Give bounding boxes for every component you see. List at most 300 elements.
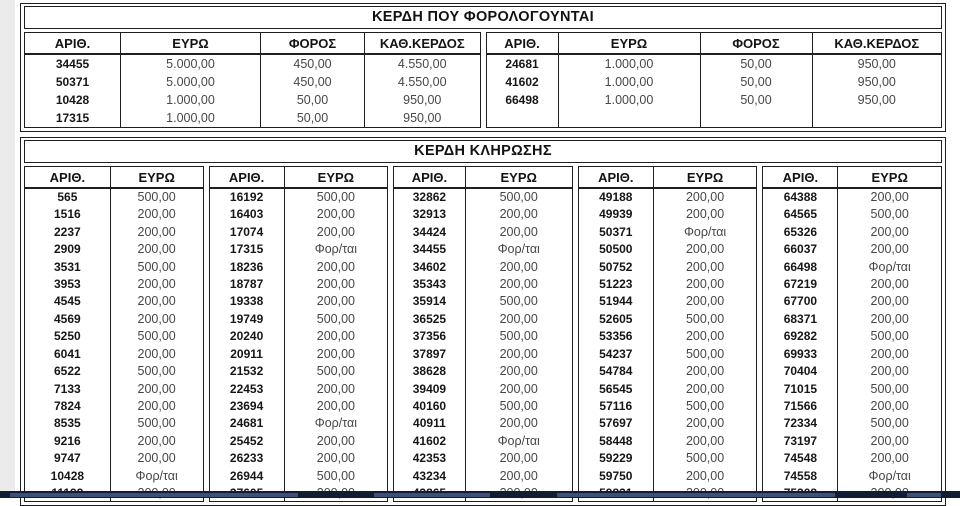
table-row bbox=[486, 72, 942, 90]
ticket-number-cell: 10428 bbox=[25, 467, 111, 484]
ticket-number-cell: 26944 bbox=[209, 467, 284, 484]
amount-cell: 200,00 bbox=[316, 207, 355, 222]
ticket-number-cell: 52605 bbox=[578, 310, 653, 327]
ticket-number-cell: 39409 bbox=[394, 380, 465, 397]
table-row bbox=[209, 415, 388, 432]
amount-cell: 200,00 bbox=[316, 346, 355, 361]
table-row bbox=[209, 293, 388, 310]
amount-cell: 200,00 bbox=[870, 433, 909, 448]
ticket-number-cell: 73197 bbox=[763, 432, 838, 449]
ticket-number-cell: 40911 bbox=[394, 415, 465, 432]
amount-cell: 200,00 bbox=[316, 259, 355, 274]
draw-winnings-subtable-4 bbox=[578, 166, 758, 502]
ticket-number-cell: 34455 bbox=[394, 240, 465, 257]
ticket-number-cell: 565 bbox=[25, 188, 111, 205]
amount-cell: 200,00 bbox=[499, 468, 538, 483]
amount-cell: 200,00 bbox=[137, 451, 176, 466]
amount-cell: 1.000,00 bbox=[121, 109, 261, 127]
ticket-number-cell: 7824 bbox=[25, 397, 111, 414]
amount-cell: 200,00 bbox=[137, 224, 176, 239]
amount-cell: 950,00 bbox=[857, 74, 896, 89]
table-row bbox=[25, 275, 204, 292]
table-row bbox=[578, 345, 757, 362]
table-row bbox=[25, 310, 204, 327]
amount-cell: 500,00 bbox=[499, 329, 538, 344]
table-row bbox=[763, 328, 942, 345]
ticket-number-cell: 34424 bbox=[394, 223, 465, 240]
column-header: ΦΟΡΟΣ bbox=[700, 33, 812, 55]
draw-winnings-subtable-2 bbox=[209, 166, 389, 502]
amount-cell: 950,00 bbox=[857, 56, 896, 71]
amount-cell: 200,00 bbox=[137, 311, 176, 326]
amount-cell: 200,00 bbox=[870, 399, 909, 414]
column-header: ΑΡΙΘ. bbox=[394, 167, 465, 189]
table-row bbox=[394, 450, 573, 467]
ticket-number-cell: 25452 bbox=[209, 432, 284, 449]
taxed-winnings-title: ΚΕΡΔΗ ΠΟΥ ΦΟΡΟΛΟΓΟΥΝΤΑΙ bbox=[24, 6, 942, 29]
table-row bbox=[763, 258, 942, 275]
ticket-number-cell: 41602 bbox=[486, 72, 558, 90]
amount-cell: 500,00 bbox=[316, 311, 355, 326]
amount-cell: Φορ/ται bbox=[314, 416, 358, 431]
table-row bbox=[209, 206, 388, 223]
draw-winnings-title: ΚΕΡΔΗ ΚΛΗΡΩΣΗΣ bbox=[24, 140, 942, 163]
table-row bbox=[394, 362, 573, 379]
table-row bbox=[763, 397, 942, 414]
amount-cell: 50,00 bbox=[700, 72, 812, 90]
ticket-number-cell: 54237 bbox=[578, 345, 653, 362]
column-header: ΕΥΡΩ bbox=[121, 33, 261, 55]
header-row bbox=[25, 33, 481, 55]
amount-cell: 500,00 bbox=[137, 416, 176, 431]
next-page-edge-segment bbox=[374, 493, 489, 497]
table-row bbox=[394, 258, 573, 275]
amount-cell: Φορ/ται bbox=[868, 468, 911, 483]
table-row bbox=[486, 109, 942, 127]
ticket-number-cell: 37356 bbox=[394, 328, 465, 345]
amount-cell: 500,00 bbox=[137, 329, 176, 344]
ticket-number-cell: 2909 bbox=[25, 240, 111, 257]
ticket-number-cell: 68371 bbox=[763, 310, 838, 327]
ticket-number-cell: 70404 bbox=[763, 362, 838, 379]
ticket-number-cell: 67219 bbox=[763, 275, 838, 292]
amount-cell: 200,00 bbox=[870, 451, 909, 466]
table-row bbox=[763, 380, 942, 397]
amount-cell: 500,00 bbox=[870, 381, 909, 396]
amount-cell: 200,00 bbox=[316, 224, 355, 239]
table-row bbox=[209, 188, 388, 205]
ticket-number-cell: 24681 bbox=[209, 415, 284, 432]
ticket-number-cell: 17074 bbox=[209, 223, 284, 240]
ticket-number-cell: 20240 bbox=[209, 328, 284, 345]
ticket-number-cell: 67700 bbox=[763, 293, 838, 310]
column-header: ΑΡΙΘ. bbox=[578, 167, 653, 189]
amount-cell: 500,00 bbox=[499, 294, 538, 309]
amount-cell: 500,00 bbox=[870, 207, 909, 222]
ticket-number-cell: 50500 bbox=[578, 240, 653, 257]
next-page-edge-segment bbox=[907, 493, 941, 497]
amount-cell: 50,00 bbox=[700, 54, 812, 72]
header-row bbox=[763, 167, 942, 189]
ticket-number-cell: 74558 bbox=[763, 467, 838, 484]
column-header: ΑΡΙΘ. bbox=[25, 167, 111, 189]
ticket-number-cell: 35343 bbox=[394, 275, 465, 292]
taxed-winnings-block bbox=[20, 3, 946, 132]
amount-cell: 200,00 bbox=[137, 242, 176, 257]
table-row bbox=[209, 223, 388, 240]
table-row bbox=[209, 345, 388, 362]
ticket-number-cell: 4569 bbox=[25, 310, 111, 327]
ticket-number-cell: 6522 bbox=[25, 362, 111, 379]
table-row bbox=[25, 467, 204, 484]
amount-cell: 200,00 bbox=[685, 468, 725, 483]
table-row bbox=[578, 223, 757, 240]
header-row bbox=[209, 167, 388, 189]
draw-winnings-subtable-1 bbox=[24, 166, 204, 502]
table-row bbox=[209, 240, 388, 257]
taxed-winnings-subtable-right bbox=[486, 32, 943, 128]
ticket-number-cell: 71015 bbox=[763, 380, 838, 397]
ticket-number-cell: 49188 bbox=[578, 188, 653, 205]
ticket-number-cell: 66037 bbox=[763, 240, 838, 257]
amount-cell: 200,00 bbox=[316, 294, 355, 309]
amount-cell: 950,00 bbox=[403, 92, 442, 107]
amount-cell: 50,00 bbox=[700, 91, 812, 109]
table-row bbox=[578, 258, 757, 275]
amount-cell: 200,00 bbox=[316, 433, 355, 448]
amount-cell: 200,00 bbox=[499, 451, 538, 466]
amount-cell: 200,00 bbox=[137, 276, 176, 291]
amount-cell: 200,00 bbox=[685, 416, 725, 431]
table-row bbox=[763, 345, 942, 362]
amount-cell: 200,00 bbox=[685, 433, 725, 448]
table-row bbox=[25, 109, 481, 127]
table-row bbox=[578, 206, 757, 223]
column-header: ΑΡΙΘ. bbox=[763, 167, 838, 189]
ticket-number-cell: 18236 bbox=[209, 258, 284, 275]
ticket-number-cell: 54784 bbox=[578, 362, 653, 379]
amount-cell: 500,00 bbox=[137, 364, 176, 379]
amount-cell: 4.550,00 bbox=[397, 74, 447, 89]
amount-cell: 200,00 bbox=[685, 259, 725, 274]
amount-cell: Φορ/ται bbox=[683, 224, 727, 239]
amount-cell bbox=[700, 109, 812, 127]
ticket-number-cell: 74548 bbox=[763, 450, 838, 467]
amount-cell: 200,00 bbox=[685, 207, 725, 222]
table-row bbox=[763, 362, 942, 379]
header-row bbox=[578, 167, 757, 189]
column-header: ΑΡΙΘ. bbox=[209, 167, 284, 189]
table-row bbox=[394, 328, 573, 345]
ticket-number-cell: 34455 bbox=[25, 54, 121, 72]
table-row bbox=[25, 91, 481, 109]
amount-cell: 200,00 bbox=[499, 224, 538, 239]
ticket-number-cell: 17315 bbox=[209, 240, 284, 257]
table-row bbox=[763, 188, 942, 205]
ticket-number-cell: 26233 bbox=[209, 450, 284, 467]
table-row bbox=[763, 467, 942, 484]
amount-cell: 950,00 bbox=[857, 92, 896, 107]
table-row bbox=[209, 258, 388, 275]
table-row bbox=[394, 467, 573, 484]
amount-cell: 200,00 bbox=[137, 399, 176, 414]
amount-cell: 450,00 bbox=[261, 54, 365, 72]
ticket-number-cell: 34602 bbox=[394, 258, 465, 275]
column-header: ΕΥΡΩ bbox=[110, 167, 203, 189]
amount-cell: 200,00 bbox=[870, 311, 909, 326]
draw-winnings-sections bbox=[24, 166, 942, 502]
table-row bbox=[25, 293, 204, 310]
ticket-number-cell: 49939 bbox=[578, 206, 653, 223]
table-row bbox=[209, 397, 388, 414]
ticket-number-cell: 19749 bbox=[209, 310, 284, 327]
amount-cell: 5.000,00 bbox=[121, 72, 261, 90]
table-row bbox=[578, 275, 757, 292]
amount-cell: 500,00 bbox=[870, 329, 909, 344]
column-header: ΚΑΘ.ΚΕΡΔΟΣ bbox=[365, 33, 481, 55]
column-header: ΕΥΡΩ bbox=[653, 167, 757, 189]
column-header: ΕΥΡΩ bbox=[838, 167, 942, 189]
column-header: ΕΥΡΩ bbox=[558, 33, 700, 55]
ticket-number-cell: 9216 bbox=[25, 432, 111, 449]
amount-cell: 950,00 bbox=[403, 111, 442, 126]
amount-cell: 500,00 bbox=[499, 190, 538, 205]
ticket-number-cell: 4545 bbox=[25, 293, 111, 310]
table-row bbox=[763, 450, 942, 467]
ticket-number-cell: 3531 bbox=[25, 258, 111, 275]
amount-cell: 500,00 bbox=[316, 468, 355, 483]
table-row bbox=[486, 91, 942, 109]
table-row bbox=[394, 380, 573, 397]
amount-cell: 500,00 bbox=[316, 364, 355, 379]
table-row bbox=[25, 240, 204, 257]
ticket-number-cell: 57697 bbox=[578, 415, 653, 432]
ticket-number-cell: 59229 bbox=[578, 450, 653, 467]
table-row bbox=[25, 223, 204, 240]
table-row bbox=[578, 328, 757, 345]
table-row bbox=[578, 310, 757, 327]
table-row bbox=[25, 54, 481, 72]
ticket-number-cell: 64388 bbox=[763, 188, 838, 205]
table-row bbox=[209, 467, 388, 484]
amount-cell: 500,00 bbox=[870, 416, 909, 431]
ticket-number-cell: 42353 bbox=[394, 450, 465, 467]
amount-cell: 200,00 bbox=[870, 190, 909, 205]
amount-cell: 1.000,00 bbox=[558, 54, 700, 72]
amount-cell: 200,00 bbox=[870, 346, 909, 361]
table-row bbox=[486, 54, 942, 72]
table-row bbox=[763, 223, 942, 240]
table-row bbox=[25, 432, 204, 449]
ticket-number-cell: 8535 bbox=[25, 415, 111, 432]
amount-cell: 200,00 bbox=[499, 346, 538, 361]
ticket-number-cell: 51223 bbox=[578, 275, 653, 292]
ticket-number-cell: 53356 bbox=[578, 328, 653, 345]
amount-cell: 200,00 bbox=[316, 329, 355, 344]
amount-cell: 200,00 bbox=[137, 207, 176, 222]
ticket-number-cell: 50371 bbox=[25, 72, 121, 90]
ticket-number-cell: 16192 bbox=[209, 188, 284, 205]
column-header: ΦΟΡΟΣ bbox=[261, 33, 365, 55]
ticket-number-cell: 32913 bbox=[394, 206, 465, 223]
table-row bbox=[394, 275, 573, 292]
table-row bbox=[25, 345, 204, 362]
amount-cell: 200,00 bbox=[685, 294, 725, 309]
table-row bbox=[578, 415, 757, 432]
amount-cell: 200,00 bbox=[316, 451, 355, 466]
ticket-number-cell: 16403 bbox=[209, 206, 284, 223]
amount-cell: 200,00 bbox=[685, 381, 725, 396]
table-row bbox=[394, 432, 573, 449]
amount-cell: 200,00 bbox=[499, 207, 538, 222]
amount-cell: 500,00 bbox=[499, 399, 538, 414]
taxed-winnings-subtable-left bbox=[24, 32, 481, 128]
amount-cell: Φορ/ται bbox=[314, 242, 358, 257]
ticket-number-cell bbox=[486, 109, 558, 127]
table-row bbox=[578, 188, 757, 205]
table-row bbox=[209, 432, 388, 449]
table-row bbox=[578, 240, 757, 257]
table-row bbox=[578, 467, 757, 484]
amount-cell: 200,00 bbox=[499, 276, 538, 291]
ticket-number-cell: 51944 bbox=[578, 293, 653, 310]
ticket-number-cell: 9747 bbox=[25, 450, 111, 467]
amount-cell: 50,00 bbox=[261, 109, 365, 127]
amount-cell: 200,00 bbox=[499, 364, 538, 379]
amount-cell: 200,00 bbox=[685, 364, 725, 379]
ticket-number-cell: 2237 bbox=[25, 223, 111, 240]
column-header: ΑΡΙΘ. bbox=[486, 33, 558, 55]
ticket-number-cell: 17315 bbox=[25, 109, 121, 127]
amount-cell: 500,00 bbox=[137, 190, 176, 205]
amount-cell: 1.000,00 bbox=[558, 72, 700, 90]
amount-cell: 1.000,00 bbox=[121, 91, 261, 109]
amount-cell: 500,00 bbox=[137, 259, 176, 274]
amount-cell: 5.000,00 bbox=[121, 54, 261, 72]
ticket-number-cell: 3953 bbox=[25, 275, 111, 292]
table-row bbox=[25, 188, 204, 205]
table-row bbox=[25, 380, 204, 397]
table-row bbox=[25, 362, 204, 379]
table-row bbox=[209, 362, 388, 379]
ticket-number-cell: 5250 bbox=[25, 328, 111, 345]
amount-cell: 200,00 bbox=[870, 242, 909, 257]
table-row bbox=[25, 206, 204, 223]
amount-cell: 1.000,00 bbox=[558, 91, 700, 109]
table-row bbox=[578, 362, 757, 379]
ticket-number-cell: 50752 bbox=[578, 258, 653, 275]
table-row bbox=[578, 432, 757, 449]
table-row bbox=[209, 328, 388, 345]
amount-cell: 200,00 bbox=[870, 294, 909, 309]
amount-cell bbox=[812, 109, 942, 127]
next-page-edge-bar bbox=[0, 491, 960, 498]
column-header: ΕΥΡΩ bbox=[465, 167, 572, 189]
table-row bbox=[394, 188, 573, 205]
amount-cell: 500,00 bbox=[685, 451, 725, 466]
amount-cell: 200,00 bbox=[137, 381, 176, 396]
ticket-number-cell: 32862 bbox=[394, 188, 465, 205]
amount-cell: 200,00 bbox=[316, 276, 355, 291]
next-page-edge-segment bbox=[10, 493, 298, 497]
amount-cell: 200,00 bbox=[685, 329, 725, 344]
table-row bbox=[394, 345, 573, 362]
ticket-number-cell: 1516 bbox=[25, 206, 111, 223]
ticket-number-cell: 41602 bbox=[394, 432, 465, 449]
ticket-number-cell: 65326 bbox=[763, 223, 838, 240]
amount-cell: 200,00 bbox=[685, 242, 725, 257]
ticket-number-cell: 43234 bbox=[394, 467, 465, 484]
table-row bbox=[25, 258, 204, 275]
ticket-number-cell: 58448 bbox=[578, 432, 653, 449]
table-row bbox=[209, 450, 388, 467]
table-row bbox=[763, 310, 942, 327]
table-row bbox=[394, 397, 573, 414]
amount-cell: Φορ/ται bbox=[868, 259, 911, 274]
lottery-results-sheet bbox=[20, 3, 946, 506]
draw-winnings-subtable-5 bbox=[762, 166, 942, 502]
amount-cell: 200,00 bbox=[316, 381, 355, 396]
amount-cell: 450,00 bbox=[261, 72, 365, 90]
amount-cell: 200,00 bbox=[499, 416, 538, 431]
table-row bbox=[394, 223, 573, 240]
amount-cell: 200,00 bbox=[870, 364, 909, 379]
column-header: ΚΑΘ.ΚΕΡΔΟΣ bbox=[812, 33, 942, 55]
table-row bbox=[25, 72, 481, 90]
ticket-number-cell: 35914 bbox=[394, 293, 465, 310]
column-header: ΕΥΡΩ bbox=[284, 167, 388, 189]
ticket-number-cell: 38628 bbox=[394, 362, 465, 379]
ticket-number-cell: 69282 bbox=[763, 328, 838, 345]
ticket-number-cell: 50371 bbox=[578, 223, 653, 240]
page-left-gutter bbox=[0, 0, 15, 498]
taxed-winnings-sections bbox=[24, 32, 942, 128]
table-row bbox=[394, 293, 573, 310]
draw-winnings-subtable-3 bbox=[393, 166, 573, 502]
amount-cell: 200,00 bbox=[137, 433, 176, 448]
table-row bbox=[578, 293, 757, 310]
table-row bbox=[578, 397, 757, 414]
table-row bbox=[394, 240, 573, 257]
ticket-number-cell: 69933 bbox=[763, 345, 838, 362]
next-page-edge-segment bbox=[557, 493, 835, 497]
column-header: ΑΡΙΘ. bbox=[25, 33, 121, 55]
amount-cell: 500,00 bbox=[685, 346, 725, 361]
table-row bbox=[763, 415, 942, 432]
ticket-number-cell: 7133 bbox=[25, 380, 111, 397]
amount-cell: Φορ/ται bbox=[497, 242, 540, 257]
amount-cell: 500,00 bbox=[685, 399, 725, 414]
table-row bbox=[25, 397, 204, 414]
ticket-number-cell: 36525 bbox=[394, 310, 465, 327]
amount-cell: 500,00 bbox=[316, 190, 355, 205]
header-row bbox=[486, 33, 942, 55]
amount-cell: 50,00 bbox=[261, 91, 365, 109]
table-row bbox=[209, 380, 388, 397]
ticket-number-cell: 66498 bbox=[486, 91, 558, 109]
amount-cell: 200,00 bbox=[499, 311, 538, 326]
amount-cell: 4.550,00 bbox=[397, 56, 447, 71]
table-row bbox=[578, 380, 757, 397]
ticket-number-cell: 56545 bbox=[578, 380, 653, 397]
ticket-number-cell: 37897 bbox=[394, 345, 465, 362]
table-row bbox=[394, 310, 573, 327]
ticket-number-cell: 18787 bbox=[209, 275, 284, 292]
table-row bbox=[394, 206, 573, 223]
ticket-number-cell: 10428 bbox=[25, 91, 121, 109]
table-row bbox=[394, 415, 573, 432]
table-row bbox=[209, 275, 388, 292]
